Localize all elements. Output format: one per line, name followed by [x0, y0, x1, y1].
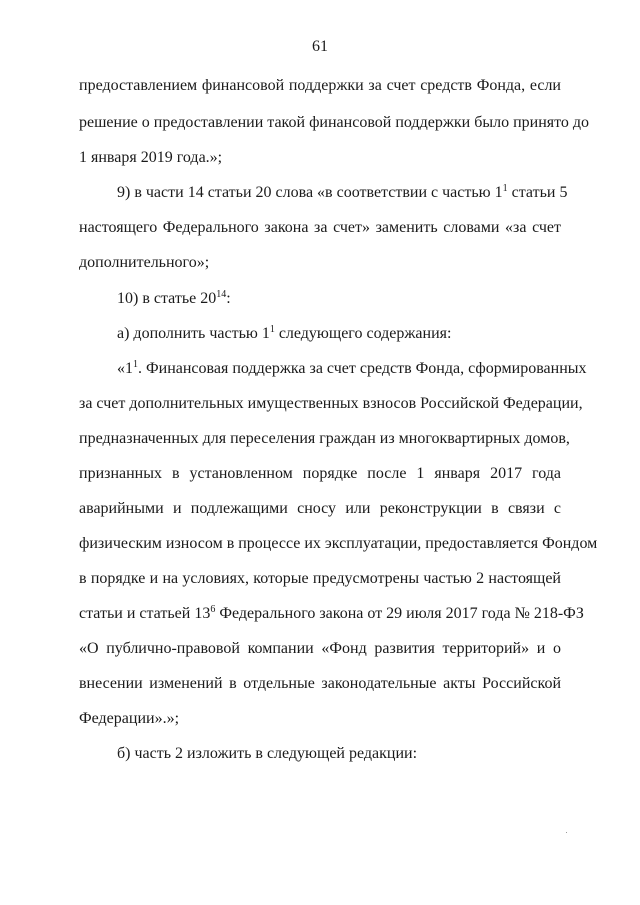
paragraph-9-line — [117, 183, 568, 203]
text-line: в порядке и на условиях, которые предусмотрены частью 2 настоящей — [79, 570, 561, 587]
text-span: : — [226, 290, 231, 307]
text-span: статьи и статьей 13 — [79, 605, 211, 622]
text-line: дополнительного»; — [79, 254, 210, 271]
quoted-part-line — [117, 359, 587, 379]
text-span: Федерального закона от 29 июля 2017 года № 218-ФЗ — [215, 605, 584, 622]
text-line: «О публично-правовой компании «Фонд развития территорий» и о — [79, 640, 561, 657]
text-line: решение о предоставлении такой финансовой поддержки было принято до — [79, 114, 590, 131]
text-span: а) дополнить частью 1 — [117, 325, 270, 342]
superscript: 14 — [216, 289, 227, 300]
text-line: настоящего Федерального закона за счет» заменить словами «за счет — [79, 219, 561, 236]
text-line: физическим износом в процессе их эксплуатации, предоставляется Фондом — [79, 535, 598, 552]
subparagraph-b-line: б) часть 2 изложить в следующей редакции: — [117, 745, 418, 762]
text-line: предоставлением финансовой поддержки за счет средств Фонда, если — [79, 77, 561, 94]
subparagraph-a-line — [117, 324, 561, 344]
text-span: 9) в части 14 статьи 20 слова «в соответствии с частью 1 — [117, 184, 503, 201]
superscript: 1 — [269, 324, 275, 335]
text-span: статьи 5 — [507, 184, 568, 201]
superscript: 1 — [502, 183, 508, 194]
text-line: внесении изменений в отдельные законодательные акты Российской — [79, 675, 561, 692]
text-line: аварийными и подлежащими сносу или реконструкции в связи с — [79, 500, 561, 517]
superscript: 6 — [210, 604, 216, 615]
text-line: за счет дополнительных имущественных взносов Российской Федерации, — [79, 395, 583, 412]
text-span: следующего содержания: — [274, 325, 452, 342]
page-number: 61 — [312, 38, 328, 55]
text-span: . Финансовая поддержка за счет средств Фонда, сформированных — [138, 360, 587, 377]
text-line: предназначенных для переселения граждан из многоквартирных домов, — [79, 430, 570, 447]
superscript: 1 — [133, 359, 138, 370]
paragraph-10-line — [117, 289, 561, 309]
text-line — [79, 604, 584, 624]
text-line: признанных в установленном порядке после 1 января 2017 года — [79, 465, 561, 482]
scan-speck — [566, 832, 567, 833]
text-line: 1 января 2019 года.»; — [79, 149, 223, 166]
text-span: 10) в статье 20 — [117, 290, 217, 307]
text-line: Федерации».»; — [79, 710, 180, 727]
text-span: «1 — [117, 360, 133, 377]
